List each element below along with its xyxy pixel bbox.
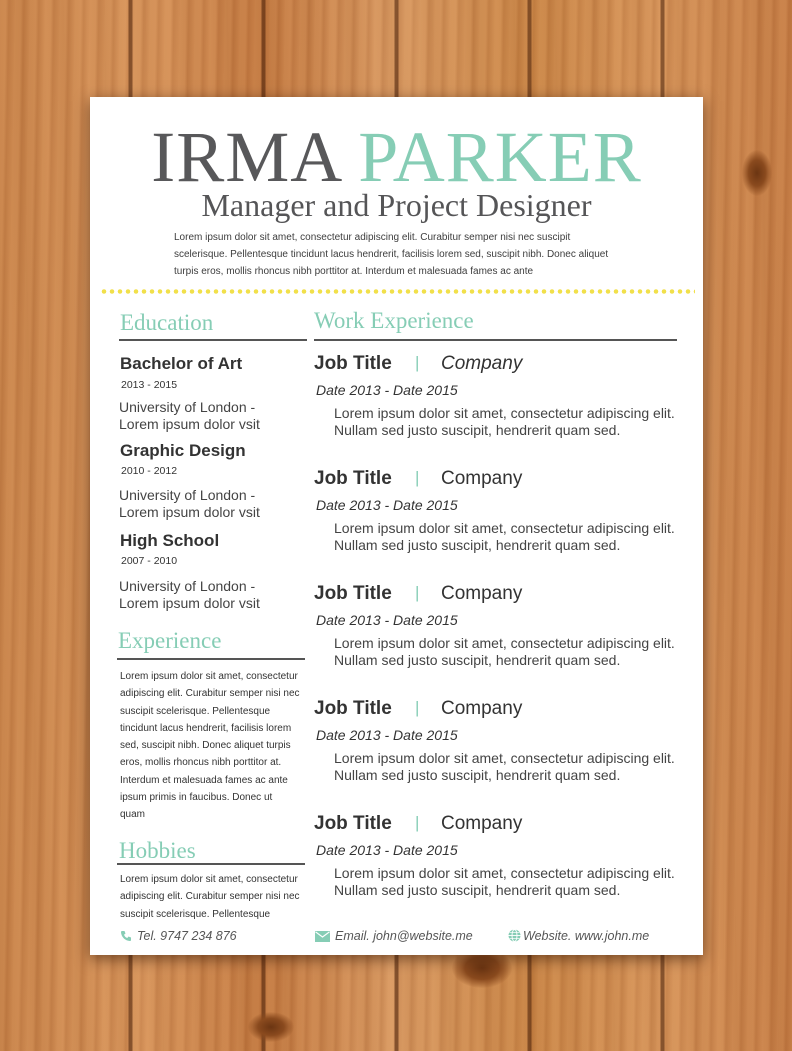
- experience-heading: Experience: [118, 628, 222, 653]
- phone-icon: [120, 930, 132, 942]
- last-name: PARKER: [358, 117, 642, 197]
- dotted-divider: [100, 289, 695, 294]
- education-heading: Education: [120, 310, 214, 335]
- job-date: Date 2013 - Date 2015: [316, 842, 458, 858]
- job-title: Job Title: [314, 813, 392, 834]
- wood-knot: [742, 150, 772, 196]
- job-company: Company: [441, 813, 523, 834]
- job-description: Lorem ipsum dolor sit amet, consectetur adipiscing elit. Nullam sed justo suscipit, hendrerit quam sed.: [334, 520, 675, 553]
- job-description: Lorem ipsum dolor sit amet, consectetur adipiscing elit. Nullam sed justo suscipit, hendrerit quam sed.: [334, 865, 675, 898]
- footer-email: [315, 929, 473, 943]
- education-school: University of London - Lorem ipsum dolor vsit: [119, 399, 260, 432]
- job-header: [314, 698, 694, 724]
- email-text[interactable]: Email. john@website.me: [335, 929, 473, 943]
- education-degree: Graphic Design: [120, 441, 246, 460]
- job-entry: [314, 353, 694, 438]
- job-date: Date 2013 - Date 2015: [316, 612, 458, 628]
- education-school: University of London - Lorem ipsum dolor vsit: [119, 487, 260, 520]
- intro-paragraph: Lorem ipsum dolor sit amet, consectetur adipiscing elit. Curabitur semper nisi nec suscipit scelerisque. Pellentesque tincidunt lacus hendrerit, facilisis lorem sed, suscipit nibh. Donec aliquet turpis eros, mollis rhoncus nibh porttitor at. Interdum et malesuada fames ac ante: [174, 232, 609, 277]
- job-company: Company: [441, 698, 523, 719]
- job-date: Date 2013 - Date 2015: [316, 382, 458, 398]
- job-entry: [314, 813, 694, 898]
- resume-name: [90, 117, 703, 197]
- education-degree: High School: [120, 531, 220, 550]
- experience-summary: Lorem ipsum dolor sit amet, consectetur adipiscing elit. Curabitur semper nisi nec suscipit scelerisque. Pellentesque tincidunt lacus hendrerit, facilisis lorem sed, suscipit nibh. Donec aliquet turpis eros, mollis rhoncus nibh porttitor at. Interdum et malesuada fames ac ante ipsum primis in faucibus. Donec ut quam: [120, 671, 300, 821]
- job-separator: |: [415, 353, 420, 372]
- education-degree: Bachelor of Art: [120, 354, 243, 373]
- job-description: Lorem ipsum dolor sit amet, consectetur adipiscing elit. Nullam sed justo suscipit, hendrerit quam sed.: [334, 750, 675, 783]
- education-years: 2013 - 2015: [121, 379, 178, 391]
- job-date: Date 2013 - Date 2015: [316, 727, 458, 743]
- job-entry: [314, 583, 694, 668]
- envelope-icon: [315, 931, 330, 942]
- hobbies-rule: [117, 863, 305, 865]
- education-years: 2007 - 2010: [121, 555, 178, 567]
- job-role-title: Manager and Project Designer: [201, 187, 592, 223]
- job-header: [314, 583, 694, 609]
- job-separator: |: [415, 468, 420, 487]
- website-text[interactable]: Website. www.john.me: [523, 929, 650, 943]
- job-separator: |: [415, 583, 420, 602]
- education-rule: [119, 339, 307, 341]
- education-school: University of London - Lorem ipsum dolor vsit: [119, 578, 260, 611]
- hobbies-text: Lorem ipsum dolor sit amet, consectetur adipiscing elit. Curabitur semper nisi nec suscipit scelerisque. Pellentesque: [120, 874, 300, 920]
- job-company: Company: [441, 353, 523, 374]
- hobbies-heading: Hobbies: [119, 838, 196, 863]
- experience-rule: [117, 658, 305, 660]
- job-separator: |: [415, 813, 420, 832]
- job-header: [314, 353, 694, 379]
- job-title: Job Title: [314, 698, 392, 719]
- work-experience-rule: [314, 339, 677, 341]
- resume-page: [90, 97, 703, 955]
- job-entry: [314, 468, 694, 553]
- job-separator: |: [415, 698, 420, 717]
- job-title: Job Title: [314, 583, 392, 604]
- footer-phone: [120, 929, 237, 943]
- job-title: Job Title: [314, 468, 392, 489]
- job-description: Lorem ipsum dolor sit amet, consectetur adipiscing elit. Nullam sed justo suscipit, hendrerit quam sed.: [334, 405, 675, 438]
- job-description: Lorem ipsum dolor sit amet, consectetur adipiscing elit. Nullam sed justo suscipit, hendrerit quam sed.: [334, 635, 675, 668]
- job-company: Company: [441, 468, 523, 489]
- work-experience-heading: Work Experience: [314, 308, 474, 333]
- footer-website: [508, 929, 649, 943]
- job-header: [314, 468, 694, 494]
- education-years: 2010 - 2012: [121, 465, 178, 477]
- job-title: Job Title: [314, 353, 392, 374]
- job-company: Company: [441, 583, 523, 604]
- job-header: [314, 813, 694, 839]
- wood-knot: [248, 1012, 294, 1042]
- phone-text: Tel. 9747 234 876: [137, 929, 237, 943]
- job-date: Date 2013 - Date 2015: [316, 497, 458, 513]
- first-name: IRMA: [151, 117, 340, 197]
- job-entry: [314, 698, 694, 783]
- globe-icon: [508, 929, 521, 942]
